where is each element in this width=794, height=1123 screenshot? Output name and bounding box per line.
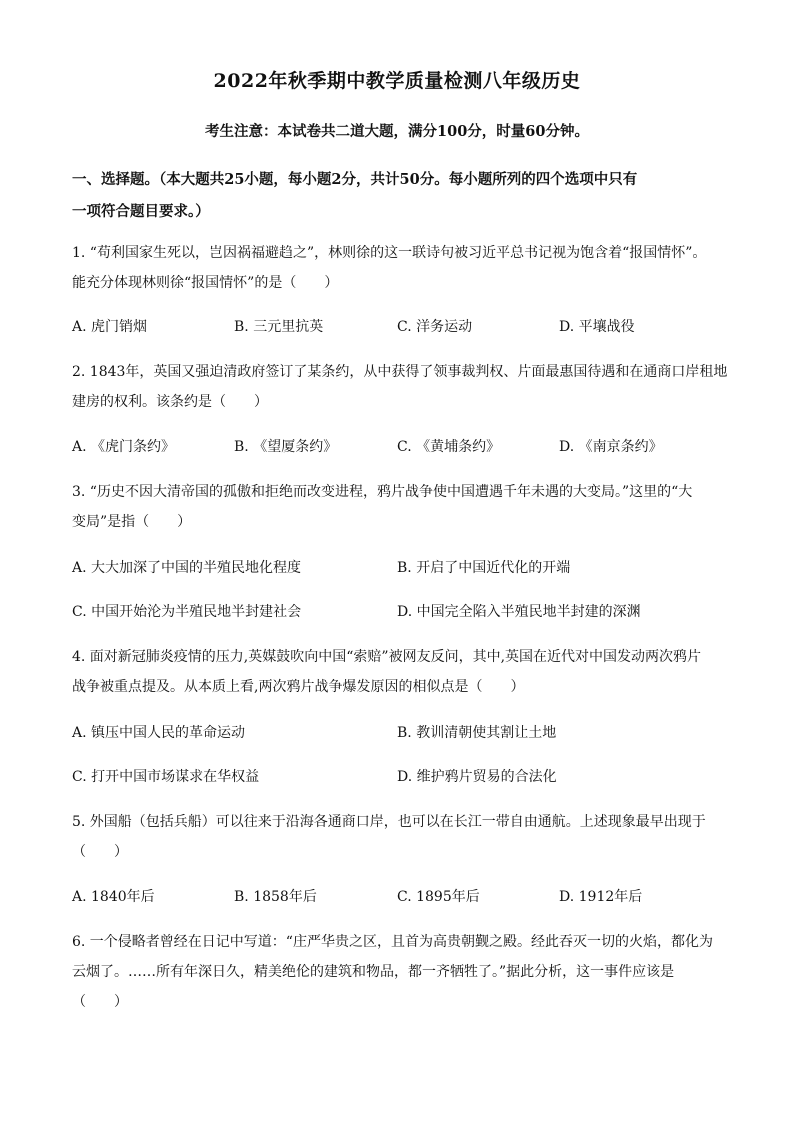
- section-heading-line: 一、选择题。（本大题共25小题，每小题2分，共计50分。每小题所列的四个选项中只有: [72, 171, 638, 188]
- question-4-line: 战争被重点提及。从本质上看,两次鸦片战争爆发原因的相似点是（ ）: [72, 679, 525, 695]
- question-6-line: （ ）: [72, 994, 128, 1010]
- question-4-option-b: B. 教训清朝使其割让土地: [397, 725, 557, 741]
- question-1-option-c: C. 洋务运动: [397, 319, 473, 335]
- question-6-line: 云烟了。……所有年深日久，精美绝伦的建筑和物品，都一齐牺牲了。”据此分析，这一事件应该是: [72, 964, 675, 980]
- question-3-option-c: C. 中国开始沦为半殖民地半封建社会: [72, 604, 302, 620]
- question-3-option-b: B. 开启了中国近代化的开端: [397, 560, 571, 576]
- question-4-option-d: D. 维护鸦片贸易的合法化: [397, 769, 557, 785]
- question-5-option-a: A. 1840年后: [72, 889, 155, 905]
- question-2-line: 建房的权利。该条约是（ ）: [72, 394, 268, 410]
- question-5-line: 5. 外国船（包括兵船）可以往来于沿海各通商口岸，也可以在长江一带自由通航。上述现象最早出现于: [72, 814, 706, 830]
- page-title: 2022年秋季期中教学质量检测八年级历史: [213, 70, 581, 92]
- question-3-option-d: D. 中国完全陷入半殖民地半封建的深渊: [397, 604, 641, 620]
- question-4-option-a: A. 镇压中国人民的革命运动: [72, 725, 246, 741]
- question-4-option-c: C. 打开中国市场谋求在华权益: [72, 769, 260, 785]
- section-heading-line: 一项符合题目要求。）: [72, 203, 210, 220]
- question-2-option-b: B. 《望厦条约》: [234, 439, 338, 455]
- question-3-line: 3. “历史不因大清帝国的孤傲和拒绝而改变进程，鸦片战争使中国遭遇千年未遇的大变局。”这里的“大: [72, 484, 693, 500]
- question-2-option-d: D. 《南京条约》: [559, 439, 663, 455]
- question-1-line: 能充分体现林则徐“报国情怀”的是（ ）: [72, 275, 339, 291]
- question-5-option-b: B. 1858年后: [234, 889, 317, 905]
- question-6-line: 6. 一个侵略者曾经在日记中写道：“庄严华贵之区，且首为高贵朝觐之殿。经此吞灭一切的火焰，都化为: [72, 934, 713, 950]
- question-3-line: 变局”是指（ ）: [72, 514, 192, 530]
- question-1-option-b: B. 三元里抗英: [234, 319, 324, 335]
- question-1-line: 1. “苟利国家生死以，岂因祸福避趋之”，林则徐的这一联诗句被习近平总书记视为饱含着“报国情怀”。: [72, 245, 707, 261]
- question-3-option-a: A. 大大加深了中国的半殖民地化程度: [72, 560, 302, 576]
- question-4-line: 4. 面对新冠肺炎疫情的压力,英媒鼓吹向中国“索赔”被网友反问，其中,英国在近代对中国发动两次鸦片: [72, 649, 702, 665]
- exam-notice: 考生注意：本试卷共二道大题，满分100分，时量60分钟。: [205, 123, 589, 140]
- section-heading: [72, 164, 722, 228]
- question-2-line: 2. 1843年，英国又强迫清政府签订了某条约，从中获得了领事裁判权、片面最惠国待遇和在通商口岸租地: [72, 364, 728, 380]
- question-2-option-c: C. 《黄埔条约》: [397, 439, 501, 455]
- question-1-option-a: A. 虎门销烟: [72, 319, 148, 335]
- question-5-option-d: D. 1912年后: [559, 889, 643, 905]
- question-2-option-a: A. 《虎门条约》: [72, 439, 176, 455]
- question-5-line: （ ）: [72, 844, 128, 860]
- question-5-option-c: C. 1895年后: [397, 889, 480, 905]
- question-1-option-d: D. 平壤战役: [559, 319, 635, 335]
